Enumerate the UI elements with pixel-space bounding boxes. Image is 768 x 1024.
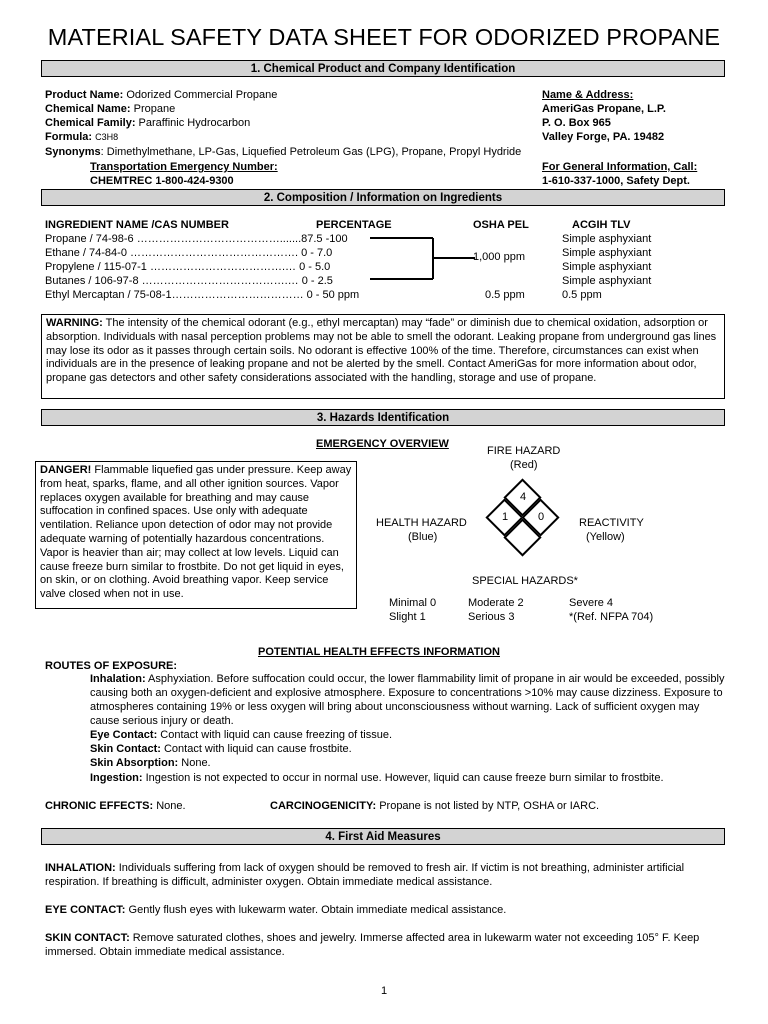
chronic-effects-text: None. (153, 800, 186, 812)
acgih-value: 0.5 ppm (562, 289, 602, 301)
synonyms-line (45, 145, 521, 159)
skin-absorption-effect-text: None. (178, 757, 211, 769)
carcinogenicity-label: CARCINOGENICITY: (270, 800, 377, 812)
danger-label: DANGER! (40, 464, 92, 476)
carcinogenicity-text: Propane is not listed by NTP, OSHA or IARC. (376, 800, 600, 812)
health-value: 1 (501, 511, 509, 523)
fire-value: 4 (519, 491, 527, 503)
skin-contact-effect (90, 742, 352, 756)
address-line-3: Valley Forge, PA. 19482 (542, 131, 665, 143)
danger-box (35, 461, 357, 609)
transport-label: Transportation Emergency Number: (90, 161, 278, 173)
chemical-family-value: Paraffinic Hydrocarbon (138, 117, 251, 129)
acgih-value: Simple asphyxiant (562, 247, 652, 259)
section-3-heading: 3. Hazards Identification (41, 409, 725, 426)
first-aid-inhalation (45, 862, 725, 890)
eye-contact-effect (90, 728, 392, 742)
osha-mercaptan-value: 0.5 ppm (485, 289, 525, 301)
ingestion-effect (90, 771, 664, 785)
special-hazards-label: SPECIAL HAZARDS* (472, 575, 578, 587)
synonyms-value: : Dimethylmethane, LP-Gas, Liquefied Petroleum Gas (LPG), Propane, Propyl Hydride (100, 146, 522, 158)
ingredient-row: Propane / 74-98-6 ………………………………….......87.5 -100 (45, 233, 348, 245)
scale-severe: Severe 4 (569, 597, 614, 609)
product-name-line (45, 88, 277, 102)
address-line-2: P. O. Box 965 (542, 117, 611, 129)
routes-label: ROUTES OF EXPOSURE: (45, 660, 178, 672)
col-ingredient: INGREDIENT NAME /CAS NUMBER (45, 219, 229, 231)
chemical-family-line (45, 116, 250, 130)
product-name-label: Product Name: (45, 89, 124, 101)
chemical-name-line (45, 102, 175, 116)
address-line-1: AmeriGas Propane, L.P. (542, 103, 666, 115)
chronic-effects-label: CHRONIC EFFECTS: (45, 800, 154, 812)
warning-box (41, 314, 725, 399)
carcinogenicity (270, 799, 599, 813)
chemical-name-label: Chemical Name: (45, 103, 131, 115)
section-4-heading: 4. First Aid Measures (41, 828, 725, 845)
skin-contact-effect-text: Contact with liquid can cause frostbite. (160, 743, 352, 755)
acgih-value: Simple asphyxiant (562, 275, 652, 287)
health-hazard-label: HEALTH HAZARD (376, 517, 467, 529)
skin-absorption-effect-label: Skin Absorption: (90, 757, 179, 769)
scale-moderate: Moderate 2 (468, 597, 524, 609)
ingestion-effect-text: Ingestion is not expected to occur in normal use. However, liquid can cause freeze burn similar to frostbite. (142, 772, 664, 784)
chemical-family-label: Chemical Family: (45, 117, 136, 129)
acgih-value: Simple asphyxiant (562, 261, 652, 273)
first-aid-eye-text: Gently flush eyes with lukewarm water. Obtain immediate medical assistance. (125, 904, 507, 916)
address-label: Name & Address: (542, 89, 634, 101)
section-1-heading: 1. Chemical Product and Company Identification (41, 60, 725, 77)
acgih-value: Simple asphyxiant (562, 233, 652, 245)
ingredient-row: Butanes / 106-97-8 ………………………………….… 0 - 2.5 (45, 275, 333, 287)
transport-number: CHEMTREC 1-800-424-9300 (90, 175, 234, 187)
first-aid-inhalation-text: Individuals suffering from lack of oxygen should be removed to fresh air. If victim is not breathing, administer artificial respiration. If breathing is difficult, administer oxygen. Obtain immediate medical assistance. (45, 862, 685, 888)
health-effects-heading: POTENTIAL HEALTH EFFECTS INFORMATION (258, 646, 500, 658)
scale-serious: Serious 3 (468, 611, 515, 623)
first-aid-skin-text: Remove saturated clothes, shoes and jewelry. Immerse affected area in lukewarm water not exceeding 105° F. Keep immersed. Obtain immediate medical assistance. (45, 932, 700, 958)
eye-contact-effect-label: Eye Contact: (90, 729, 158, 741)
emergency-overview-heading: EMERGENCY OVERVIEW (316, 438, 449, 450)
ingredient-row: Ethane / 74-84-0 ………………………………………. 0 - 7.0 (45, 247, 333, 259)
osha-bracket (370, 230, 480, 285)
col-percentage: PERCENTAGE (316, 219, 392, 231)
danger-text: Flammable liquefied gas under pressure. Keep away from heat, sparks, flame, and all other ignition sources. Vapor replaces oxygen available for breathing and may cause suffocation in confined spaces. Use only with adequate ventilation. Reliance upon detection of odor may not provide adequate warning of potentially hazardous concentrations. Vapor is heavier than air; may collect at low levels. Liquid can cause freeze burn similar to frostbite. Do not get liquid in eyes, on skin, or on clothing. Avoid breathing vapor. Keep service valve closed when not in use. (40, 464, 352, 601)
fire-hazard-label: FIRE HAZARD (487, 445, 561, 457)
scale-minimal: Minimal 0 (389, 597, 437, 609)
osha-group-value: 1,000 ppm (473, 251, 525, 263)
first-aid-skin (45, 932, 725, 960)
skin-contact-effect-label: Skin Contact: (90, 743, 161, 755)
reactivity-color: (Yellow) (586, 531, 625, 543)
formula-line (45, 130, 118, 144)
reactivity-label: REACTIVITY (579, 517, 644, 529)
chronic-effects (45, 799, 186, 813)
first-aid-skin-label: SKIN CONTACT: (45, 932, 130, 944)
synonyms-label: Synonyms (45, 146, 101, 158)
inhalation-effect-label: Inhalation: (90, 673, 146, 685)
ingredient-row: Propylene / 115-07-1 ……………………………….… 0 - 5.0 (45, 261, 331, 273)
general-info-label: For General Information, Call: (542, 161, 698, 173)
general-info-number: 1-610-337-1000, Safety Dept. (542, 175, 690, 187)
skin-absorption-effect (90, 756, 211, 770)
reactivity-value: 0 (537, 511, 545, 523)
scale-reference: *(Ref. NFPA 704) (569, 611, 654, 623)
inhalation-effect (90, 673, 730, 729)
warning-label: WARNING: (46, 317, 103, 329)
product-name-value: Odorized Commercial Propane (126, 89, 278, 101)
page-number: 1 (380, 985, 388, 997)
scale-slight: Slight 1 (389, 611, 426, 623)
ingredient-row: Ethyl Mercaptan / 75-08-1……………………………… 0 - 50 ppm (45, 289, 360, 301)
inhalation-effect-text: Asphyxiation. Before suffocation could occur, the lower flammability limit of propane in air would be exceeded, possibly causing both an oxygen-deficient and explosive atmosphere. Exposure to concentrations >10% may cause dizziness. Exposure to atmospheres containing 19% or less oxygen will bring about unconsciousness without warning. Lack of sufficient oxygen may cause serious injury or death. (90, 673, 725, 727)
section-2-heading: 2. Composition / Information on Ingredients (41, 189, 725, 206)
ingestion-effect-label: Ingestion: (90, 772, 143, 784)
first-aid-eye (45, 904, 725, 918)
chemical-name-value: Propane (133, 103, 176, 115)
first-aid-eye-label: EYE CONTACT: (45, 904, 126, 916)
document-title: MATERIAL SAFETY DATA SHEET FOR ODORIZED PROPANE (47, 24, 721, 50)
fire-hazard-color: (Red) (510, 459, 538, 471)
warning-text: The intensity of the chemical odorant (e.g., ethyl mercaptan) may “fade” or diminish due to chemical oxidation, adsorption or absorption. Individuals with nasal perception problems may not be able to smell the odorant. Leaking propane from underground gas lines may lose its odor as it passes through certain soils. No odorant is effective 100% of the time. Therefore, circumstances can exist when individuals are in the presence of leaking propane and not be alerted by the smell. Contact AmeriGas for more information about odor, propane gas detectors and other safety considerations associated with the handling, storage and use of propane. (46, 317, 717, 385)
formula-label: Formula: (45, 131, 93, 143)
first-aid-inhalation-label: INHALATION: (45, 862, 116, 874)
eye-contact-effect-text: Contact with liquid can cause freezing of tissue. (157, 729, 393, 741)
health-hazard-color: (Blue) (408, 531, 438, 543)
col-acgih: ACGIH TLV (572, 219, 631, 231)
col-osha: OSHA PEL (473, 219, 529, 231)
formula-value: C3H8 (95, 132, 119, 142)
